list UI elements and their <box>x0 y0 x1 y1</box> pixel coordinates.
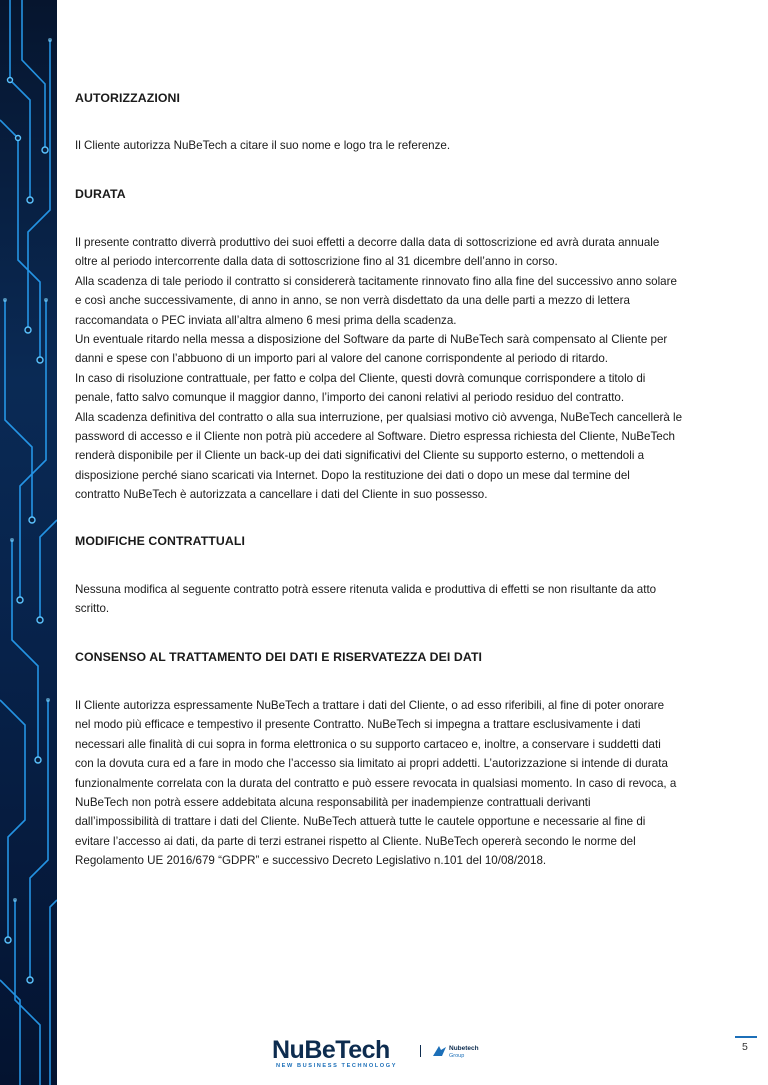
paragraph-line: contratto NuBeTech è autorizzata a cancellare i dati del Cliente in suo possesso. <box>75 488 488 502</box>
paragraph-line: necessari alle finalità di cui sopra in forma elettronica o su supporto cartaceo e, inoltre, a conservare i suddetti dati <box>75 737 661 751</box>
logo-text-part1: NuBe <box>272 1036 336 1064</box>
paragraph-line: Alla scadenza di tale periodo il contratto si considererà tacitamente rinnovato fino alla fine del successivo anno solare <box>75 274 677 288</box>
nubetech-group-logo <box>432 1042 512 1066</box>
paragraph-line: penale, fatto salvo comunque il maggior danno, l’importo dei canoni relativi al periodo residuo del contratto. <box>75 391 625 405</box>
paragraph-line: Regolamento UE 2016/679 “GDPR” e successivo Decreto Legislativo n.101 del 10/08/2018. <box>75 854 547 868</box>
paragraph-line: password di accesso e il Cliente non potrà più accedere al Software. Dietro espressa richiesta del Cliente, NuBeTech <box>75 430 675 444</box>
group-sub: Group <box>449 1053 465 1059</box>
page-number-rule <box>735 1036 757 1038</box>
nubetech-logo <box>272 1037 390 1063</box>
circuit-board-graphic <box>0 0 57 1085</box>
paragraph-line: NuBeTech non potrà essere addebitata alcuna responsabilità per inadempienze contrattuali derivanti <box>75 796 591 810</box>
logo-tagline: NEW BUSINESS TECHNOLOGY <box>276 1063 398 1069</box>
paragraph-line: raccomandata o PEC inviata all’altra almeno 6 mesi prima della scadenza. <box>75 313 457 327</box>
paragraph-line: In caso di risoluzione contrattuale, per fatto e colpa del Cliente, questi dovrà comunque corrispondere a titolo di <box>75 371 646 385</box>
paragraph-line: nel modo più efficace e tempestivo il presente Contratto. NuBeTech si impegna a trattare esclusivamente i dati <box>75 718 641 732</box>
section-paragraph-durata <box>75 233 695 505</box>
section-heading-consenso: CONSENSO AL TRATTAMENTO DEI DATI E RISERVATEZZA DEI DATI <box>75 650 483 664</box>
paragraph-line: con la dovuta cura ed a fare in modo che l’accesso sia limitato ai propri addetti. L’autorizzazione si intende di durata <box>75 757 668 771</box>
paragraph-line: scritto. <box>75 602 110 616</box>
paragraph-line: e così anche successivamente, di anno in anno, se non verrà disdettato da una delle parti a mezzo di lettera <box>75 294 630 308</box>
section-heading-modifiche: MODIFICHE CONTRATTUALI <box>75 534 246 548</box>
logo-divider <box>420 1045 421 1057</box>
section-paragraph-modifiche <box>75 580 695 619</box>
group-name: Nubetech <box>449 1045 479 1052</box>
paragraph-line: disposizione perché siano scaricati via Internet. Dopo la restituzione dei dati o dopo un mese dal termine del <box>75 468 630 482</box>
section-paragraph-autorizzazioni <box>75 136 695 155</box>
footer-logo <box>272 1037 512 1073</box>
paragraph-line: danni e spese con l’abbuono di un importo pari al valore del canone corrispondente al periodo di ritardo. <box>75 352 609 366</box>
paragraph-line: Nessuna modifica al seguente contratto potrà essere ritenuta valida e produttiva di effetti se non risultante da atto <box>75 583 657 596</box>
paragraph-line: oltre al periodo intercorrente dalla data di sottoscrizione fino al 31 dicembre dell’anno in corso. <box>75 255 558 269</box>
paragraph-line: evitare l’accesso ai dati, da parte di terzi estranei rispetto al Cliente. NuBeTech opererà secondo le norme del <box>75 834 636 848</box>
group-mark-icon <box>432 1044 447 1058</box>
paragraph-line: Il presente contratto diverrà produttivo dei suoi effetti a decorre dalla data di sottoscrizione ed avrà durata annuale <box>75 236 660 249</box>
paragraph-line: Un eventuale ritardo nella messa a disposizione del Software da parte di NuBeTech sarà compensato al Cliente per <box>75 333 668 347</box>
section-heading-durata: DURATA <box>75 187 126 201</box>
section-paragraph-consenso <box>75 696 695 871</box>
circuit-sidebar-decoration <box>0 0 57 1085</box>
paragraph-line: funzionalmente correlata con la durata del contratto e può essere revocata in qualsiasi momento. In caso di revoca, a <box>75 776 677 790</box>
paragraph-line: renderà disponibile per il Cliente un back-up dei dati significativi del Cliente su supporto esterno, o mettendoli a <box>75 449 645 463</box>
page-number: 5 <box>742 1041 748 1053</box>
paragraph-line: dall’impossibilità di trattare i dati del Cliente. NuBeTech attuerà tutte le cautele opportune e necessarie al fine di <box>75 815 646 829</box>
section-heading-autorizzazioni: AUTORIZZAZIONI <box>75 91 181 105</box>
paragraph-line: Il Cliente autorizza NuBeTech a citare il suo nome e logo tra le referenze. <box>75 139 451 152</box>
logo-text-part2: Tech <box>335 1036 390 1064</box>
paragraph-line: Alla scadenza definitiva del contratto o alla sua interruzione, per qualsiasi motivo ciò avvenga, NuBeTech cancellerà le <box>75 410 683 424</box>
paragraph-line: Il Cliente autorizza espressamente NuBeTech a trattare i dati del Cliente, o ad esso riferibili, al fine di poter onorare <box>75 699 665 712</box>
